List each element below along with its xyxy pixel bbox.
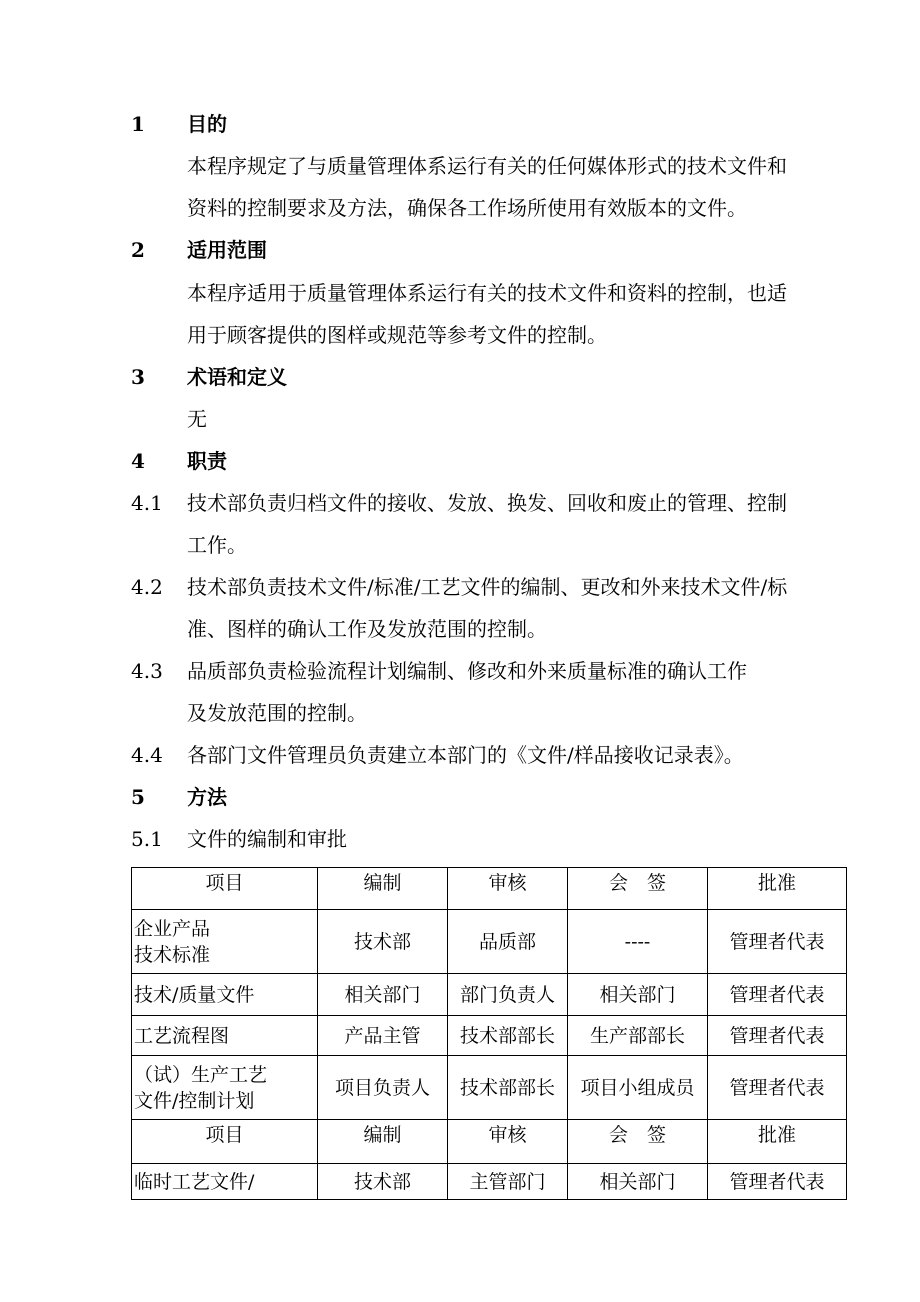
row-item-line-1: 企业产品 bbox=[134, 917, 211, 940]
header-compile: 编制 bbox=[318, 1120, 448, 1164]
row-countersign-cell: 生产部部长 bbox=[568, 1016, 708, 1056]
row-item-cell bbox=[132, 1056, 318, 1120]
section-2-number: 2 bbox=[131, 238, 145, 262]
section-4-title: 职责 bbox=[187, 449, 227, 473]
item-4-2-line-1: 技术部负责技术文件/标准/工艺文件的编制、更改和外来技术文件/标 bbox=[187, 575, 788, 599]
row-approve-cell: 管理者代表 bbox=[708, 1164, 847, 1200]
row-compile-cell: 技术部 bbox=[318, 910, 448, 974]
section-2-title: 适用范围 bbox=[187, 238, 267, 262]
item-4-2-line-2: 准、图样的确认工作及发放范围的控制。 bbox=[187, 617, 547, 641]
section-5-number: 5 bbox=[131, 785, 145, 809]
item-4-4-number: 4.4 bbox=[131, 743, 163, 767]
section-3-number: 3 bbox=[131, 365, 145, 389]
section-2-body-line-2: 用于顾客提供的图样或规范等参考文件的控制。 bbox=[187, 323, 607, 347]
row-countersign-cell: 相关部门 bbox=[568, 1164, 708, 1200]
row-item-line-2: 技术标准 bbox=[134, 943, 211, 966]
item-4-3-line-2: 及发放范围的控制。 bbox=[187, 701, 367, 725]
item-4-3-number: 4.3 bbox=[131, 659, 163, 683]
table-row bbox=[132, 1056, 847, 1120]
header-approve: 批准 bbox=[708, 868, 847, 910]
row-compile-cell: 项目负责人 bbox=[318, 1056, 448, 1120]
row-item-cell: 临时工艺文件/ bbox=[132, 1164, 318, 1200]
section-3-body: 无 bbox=[187, 407, 207, 431]
row-review-cell: 品质部 bbox=[448, 910, 568, 974]
section-2-body-line-1: 本程序适用于质量管理体系运行有关的技术文件和资料的控制，也适 bbox=[187, 281, 787, 305]
row-countersign-cell: 项目小组成员 bbox=[568, 1056, 708, 1120]
section-1-number: 1 bbox=[131, 112, 145, 136]
row-compile-cell: 相关部门 bbox=[318, 974, 448, 1016]
table-header-row-repeat bbox=[132, 1120, 847, 1164]
row-item-line-2: 文件/控制计划 bbox=[134, 1089, 255, 1112]
item-5-1-number: 5.1 bbox=[131, 827, 163, 851]
section-1-title: 目的 bbox=[187, 112, 227, 136]
table-row bbox=[132, 1016, 847, 1056]
section-3-title: 术语和定义 bbox=[187, 365, 287, 389]
header-compile: 编制 bbox=[318, 868, 448, 910]
row-item-line-1: （试）生产工艺 bbox=[134, 1063, 268, 1086]
row-item-cell: 工艺流程图 bbox=[132, 1016, 318, 1056]
item-5-1-title: 文件的编制和审批 bbox=[187, 827, 347, 851]
header-review: 审核 bbox=[448, 1120, 568, 1164]
table-row bbox=[132, 1164, 847, 1200]
item-4-1-line-2: 工作。 bbox=[187, 533, 247, 557]
row-approve-cell: 管理者代表 bbox=[708, 910, 847, 974]
row-item-cell bbox=[132, 910, 318, 974]
row-countersign-cell: 相关部门 bbox=[568, 974, 708, 1016]
header-item: 项目 bbox=[132, 868, 318, 910]
header-approve: 批准 bbox=[708, 1120, 847, 1164]
row-compile-cell: 技术部 bbox=[318, 1164, 448, 1200]
row-review-cell: 主管部门 bbox=[448, 1164, 568, 1200]
item-4-1-line-1: 技术部负责归档文件的接收、发放、换发、回收和废止的管理、控制 bbox=[187, 491, 787, 515]
row-review-cell: 技术部部长 bbox=[448, 1056, 568, 1120]
row-item-cell: 技术/质量文件 bbox=[132, 974, 318, 1016]
table-row bbox=[132, 910, 847, 974]
header-countersign: 会 签 bbox=[568, 868, 708, 910]
section-5-title: 方法 bbox=[187, 785, 227, 809]
row-approve-cell: 管理者代表 bbox=[708, 1056, 847, 1120]
row-approve-cell: 管理者代表 bbox=[708, 1016, 847, 1056]
item-4-3-line-1: 品质部负责检验流程计划编制、修改和外来质量标准的确认工作 bbox=[187, 659, 747, 683]
row-review-cell: 技术部部长 bbox=[448, 1016, 568, 1056]
item-4-1-number: 4.1 bbox=[131, 491, 163, 515]
row-review-cell: 部门负责人 bbox=[448, 974, 568, 1016]
section-1-body-line-2: 资料的控制要求及方法，确保各工作场所使用有效版本的文件。 bbox=[187, 196, 747, 220]
section-1-body-line-1: 本程序规定了与质量管理体系运行有关的任何媒体形式的技术文件和 bbox=[187, 154, 787, 178]
header-review: 审核 bbox=[448, 868, 568, 910]
header-countersign: 会 签 bbox=[568, 1120, 708, 1164]
row-approve-cell: 管理者代表 bbox=[708, 974, 847, 1016]
header-item: 项目 bbox=[132, 1120, 318, 1164]
approval-table bbox=[131, 867, 847, 1200]
table-row bbox=[132, 974, 847, 1016]
table-header-row bbox=[132, 868, 847, 910]
item-4-4-line-1: 各部门文件管理员负责建立本部门的《文件/样品接收记录表》。 bbox=[187, 743, 744, 767]
item-4-2-number: 4.2 bbox=[131, 575, 163, 599]
section-4-number: 4 bbox=[131, 449, 145, 473]
row-compile-cell: 产品主管 bbox=[318, 1016, 448, 1056]
row-countersign-cell: ---- bbox=[568, 910, 708, 974]
